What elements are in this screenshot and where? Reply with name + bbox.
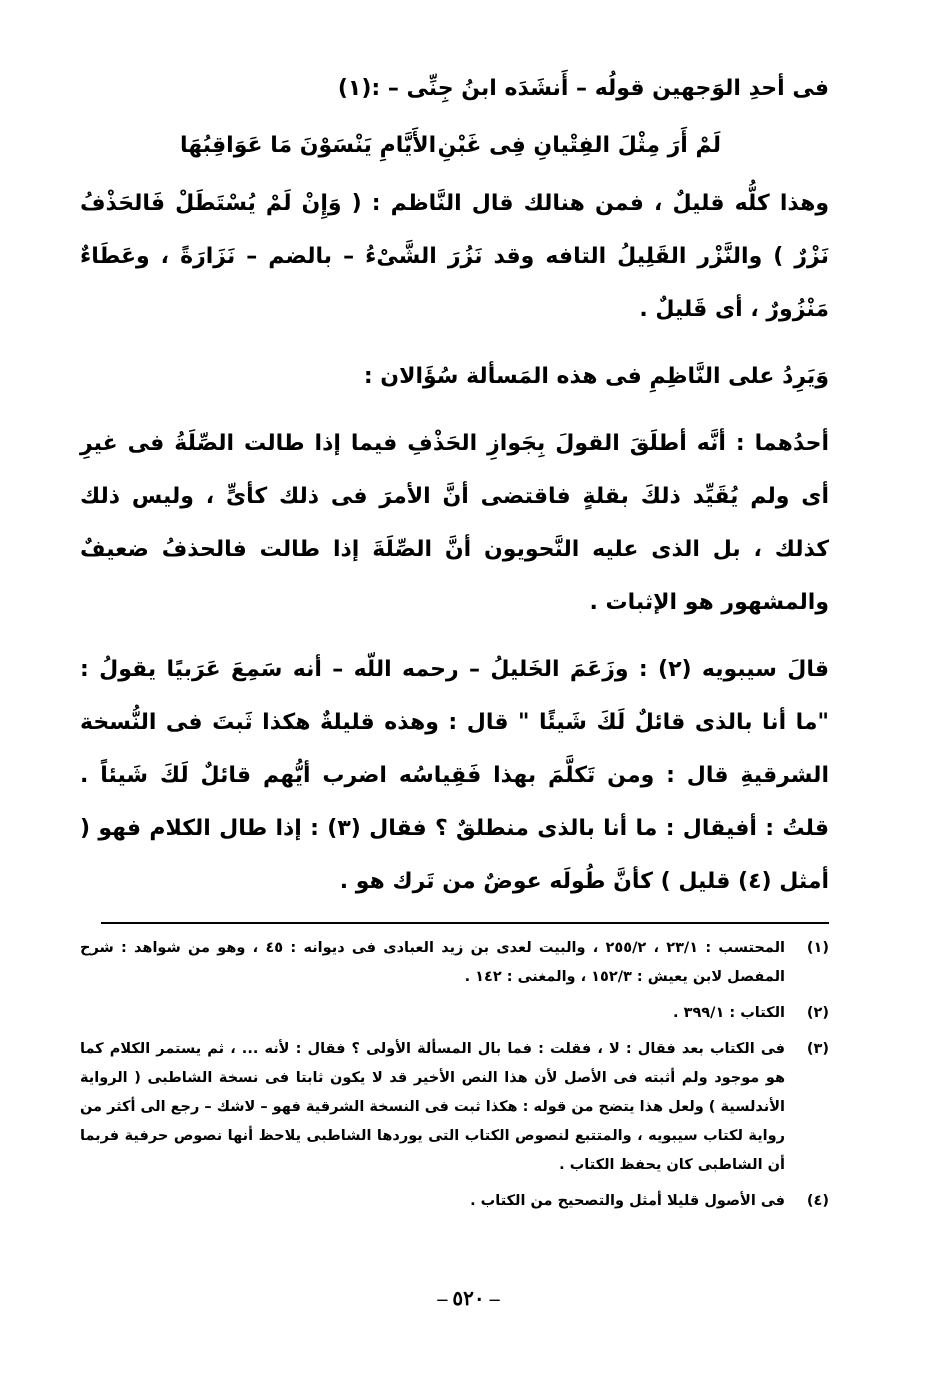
paragraph: وَيَرِدُ على النَّاظِمِ فى هذه المَسألة سُؤَالان : xyxy=(363,364,829,389)
footnote xyxy=(80,999,829,1028)
page-number: – ٥٢٠ – xyxy=(437,1288,500,1310)
footnote-number: (١) xyxy=(806,940,829,956)
footnotes xyxy=(80,934,829,1216)
footnote-number: (٤) xyxy=(806,1193,829,1209)
footnote-text: فى الأصول قليلا أمثل والتصحيح من الكتاب . xyxy=(470,1193,785,1209)
footnote-number: (٣) xyxy=(806,1041,829,1057)
paragraph: قالَ سيبويه (٢) : وزَعَمَ الخَليلُ – رحمه اللّه – أنه سَمِعَ عَرَبيًا يقولُ : "ما أنا بالذى قائلٌ لَكَ شَيئًا " قال : وهذه قليلةٌ هكذا ثَبتَ فى النُّسخة الشرقيةِ قال : ومن تَكلَّمَ بهذا فَقِياسُه اضرب أيُّهم قائلٌ لَكَ شَيئاً . قلتُ : أفيقال : ما أنا بالذى منطلقٌ ؟ فقال (٣) : إذا طال الكلام فهو ( أمثل (٤) قليل ) كأنَّ طُولَه عوضٌ من تَرك هو . xyxy=(80,657,829,894)
footnote-text: فى الكتاب بعد فقال : لا ، فقلت : فما بال المسألة الأولى ؟ فقال : لأنه ... ، ثم يستمر الكلام كما هو موجود ولم أثبته فى الأصل لأن هذا النص الأخير قد لا يكون ثابتا فى نسخة الشاطبى ( الرواية الأندلسية ) ولعل هذا يتضح من قوله : هكذا ثبت فى النسخة الشرقية فهو – لاشك – رجع الى أكثر من رواية لكتاب سيبويه ، والمتتبع لنصوص الكتاب التى يوردها الشاطبى يلاحظ أنها نصوص حرفية فربما أن الشاطبى كان يحفظ الكتاب . xyxy=(80,1041,785,1173)
verse-hemistich-first: لَمْ أَرَ مِثْلَ الفِتْيانِ فِى غَبْنِ xyxy=(437,133,721,158)
footnote xyxy=(80,1035,829,1180)
footnote xyxy=(80,1187,829,1216)
paragraph: أحدُهما : أنَّه أطلَقَ القولَ بِجَوازِ الحَذْفِ فيما إذا طالت الصِّلَةُ فى غيرِ أى ولم يُقَيِّد ذلكَ بقلةٍ فاقتضى أنَّ الأمرَ فى ذلك كأىٍّ ، وليس ذلك كذلك ، بل الذى عليه النَّحويون أنَّ الصِّلَةَ إذا طالت فالحذفُ ضعيفٌ والمشهور هو الإثبات . xyxy=(80,431,829,615)
footnote-text: الكتاب : ٣٩٩/١ . xyxy=(673,1005,785,1021)
footnote-text: المحتسب : ٢٣/١ ، ٢٥٥/٢ ، والبيت لعدى بن زيد العبادى فى ديوانه : ٤٥ ، وهو من شواهد : شرح المفصل لابن يعيش : ١٥٢/٣ ، والمغنى : ١٤٢ . xyxy=(80,940,785,985)
paragraph: وهذا كلُّه قليلٌ ، فمن هنالك قال النَّاظم : ( وَإِنْ لَمْ يُسْتَطَلْ فَالحَذْفُ نَزْرٌ ) والنَّزْر القَلِيلُ التافه وقد نَزُرَ الشَّىْءُ – بالضم – نَزَارَةً ، وعَطَاءٌ مَنْزُورٌ ، أى قَليلٌ . xyxy=(80,191,829,322)
footnote-number: (٢) xyxy=(806,1005,829,1021)
poetry-verse xyxy=(80,115,829,177)
main-text xyxy=(80,62,829,908)
footnote-divider xyxy=(101,922,829,924)
intro-line: فى أحدِ الوَجهين قولُه – أَنشَدَه ابنُ جِنِّى – :(١) xyxy=(337,76,829,101)
verse-hemistich-second: الأَيَّامِ يَنْسَوْنَ مَا عَوَاقِبُهَا xyxy=(180,133,437,158)
footnote xyxy=(80,934,829,992)
